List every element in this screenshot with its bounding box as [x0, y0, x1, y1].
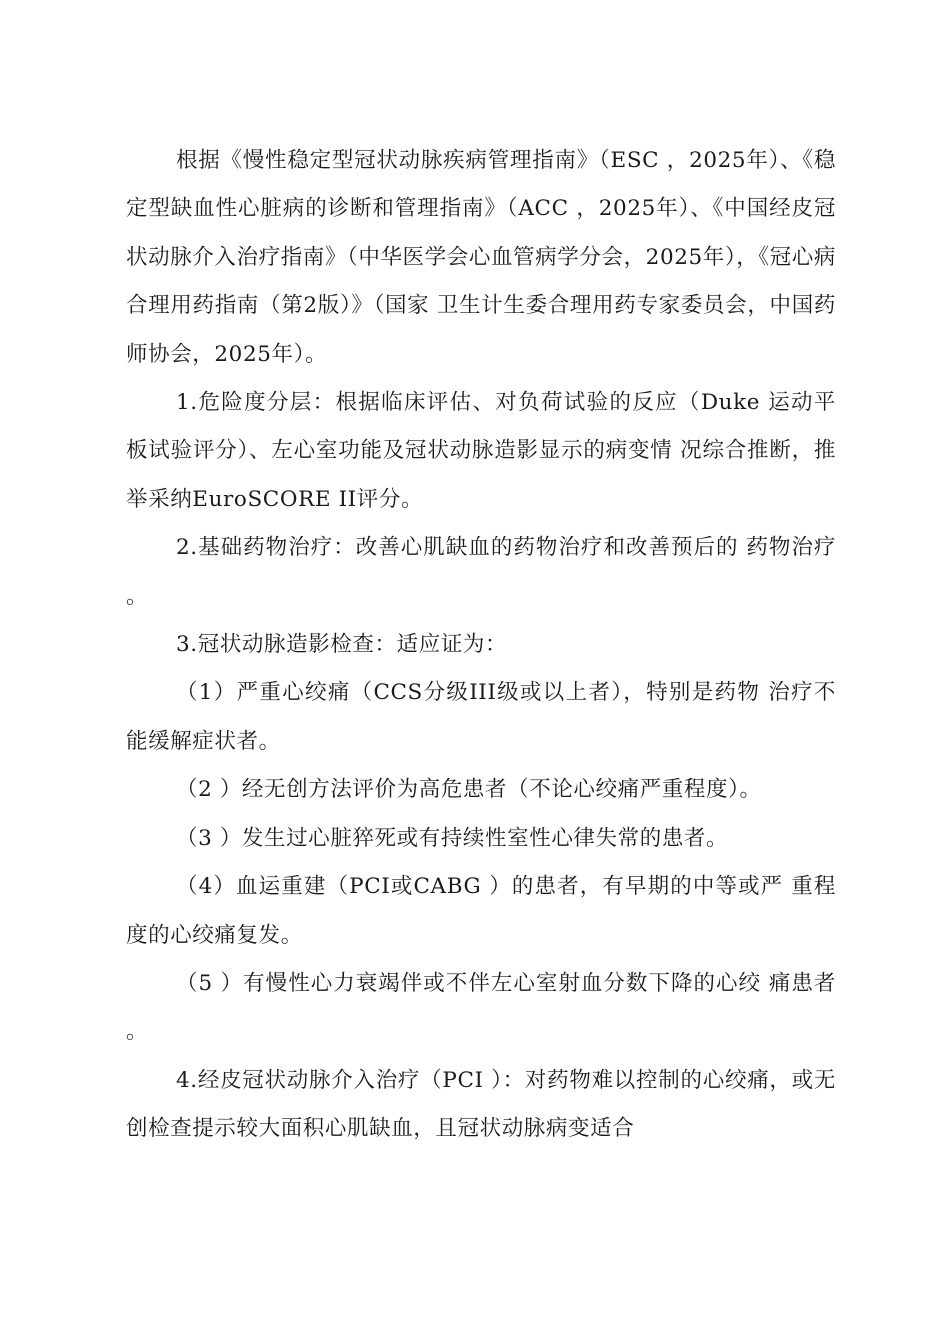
list-item-indication-1: （1）严重心绞痛（CCS分级III级或以上者），特别是药物 治疗不能缓解症状者。: [126, 680, 836, 754]
list-item-indication-4: （4）血运重建（PCI或CABG ）的患者，有早期的中等或严 重程度的心绞痛复发。: [126, 874, 836, 948]
list-item-indication-3: （3 ）发生过心脏猝死或有持续性室性心律失常的患者。: [176, 825, 729, 851]
paragraph-drug-therapy: 2.基础药物治疗：改善心肌缺血的药物治疗和改善预后的 药物治疗。: [126, 535, 836, 609]
list-item-indication-5: （5 ）有慢性心力衰竭伴或不伴左心室射血分数下降的心绞 痛患者。: [126, 970, 836, 1045]
document-body: [126, 137, 836, 1154]
paragraph-risk-stratification: 1.危险度分层：根据临床评估、对负荷试验的反应（Duke 运动平板试验评分）、左心室功能及冠状动脉造影显示的病变情 况综合推断，推举采纳EuroSCORE II评分。: [126, 390, 836, 512]
list-item-indication-2: （2 ）经无创方法评价为高危患者（不论心绞痛严重程度）。: [176, 777, 762, 803]
paragraph-angiography-heading: 3.冠状动脉造影检查：适应证为：: [176, 632, 508, 658]
paragraph-pci: 4.经皮冠状动脉介入治疗（PCI ）：对药物难以控制的心绞痛，或无创检查提示较大面积心肌缺血，且冠状动脉病变适合: [126, 1067, 836, 1142]
paragraph-guidelines: 根据《慢性稳定型冠状动脉疾病管理指南》（ESC ，2025年）、《稳定型缺血性心脏病的诊断和管理指南》（ACC ，2025年）、《中国经皮冠状动脉介入治疗指南》（中华医学会心血管病学分会，2025年），《冠心病合理用药指南（第2版）》（国家 卫生计生委合理用药专家委员会，中国药师协会，2025年）。: [126, 148, 836, 367]
